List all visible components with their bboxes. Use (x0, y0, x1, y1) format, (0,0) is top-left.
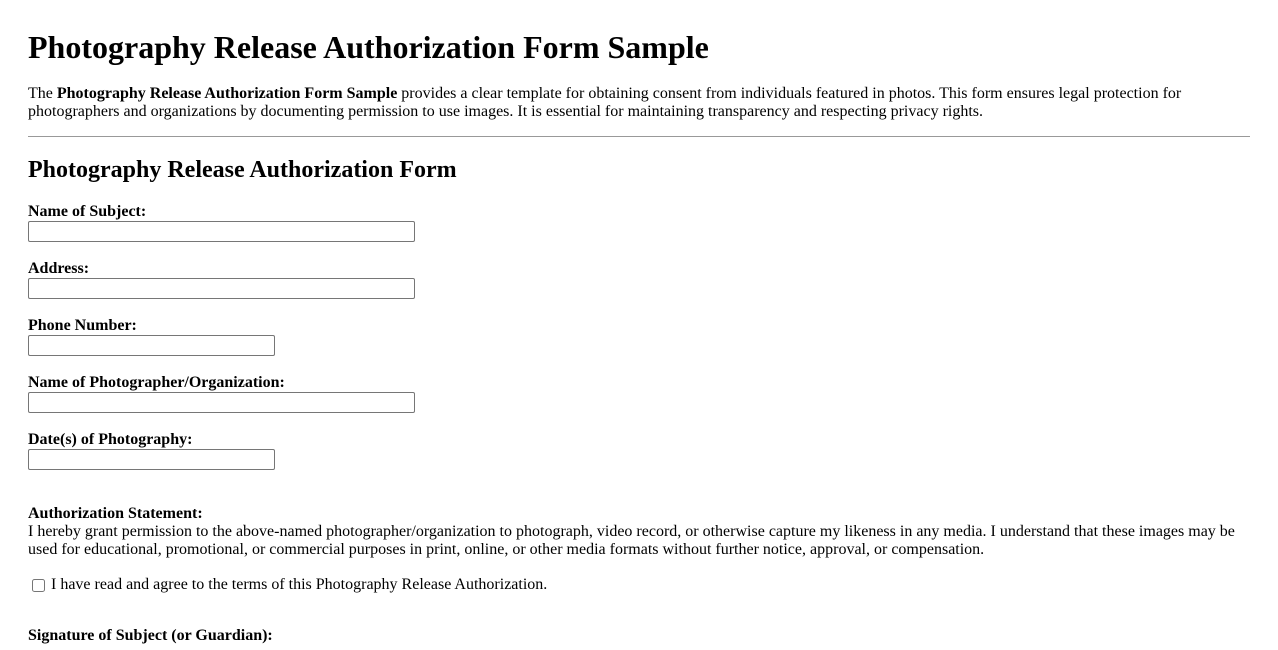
statement-label: Authorization Statement: (28, 505, 203, 522)
photo-dates-label: Date(s) of Photography: (28, 431, 193, 448)
statement-text: I hereby grant permission to the above-named photographer/organization to photograph, video record, or otherwise capture my likeness in any media. I understand that these images may be used for educational, promotional, or commercial purposes in print, online, or other media formats without further notice, approval, or compensation. (28, 523, 1235, 558)
field-address (28, 260, 1250, 299)
release-form (28, 203, 1250, 645)
page-title: Photography Release Authorization Form Sample (28, 29, 709, 65)
address-input[interactable] (28, 278, 415, 299)
field-subject-name (28, 203, 1250, 242)
signature-label: Signature of Subject (or Guardian): (28, 627, 273, 644)
intro-prefix: The (28, 85, 57, 102)
intro-paragraph (28, 85, 1250, 121)
intro-bold-title: Photography Release Authorization Form Sample (56, 85, 398, 102)
agreement-label[interactable]: I have read and agree to the terms of this Photography Release Authorization. (51, 576, 548, 593)
subject-name-input[interactable] (28, 221, 415, 242)
subject-name-label: Name of Subject: (28, 203, 147, 220)
agreement-row (28, 576, 1250, 594)
photographer-label: Name of Photographer/Organization: (28, 374, 285, 391)
agreement-checkbox[interactable] (32, 579, 45, 592)
phone-label: Phone Number: (28, 317, 137, 334)
field-photo-dates (28, 431, 1250, 470)
field-photographer (28, 374, 1250, 413)
phone-input[interactable] (28, 335, 275, 356)
form-heading: Photography Release Authorization Form (28, 157, 457, 183)
photographer-input[interactable] (28, 392, 415, 413)
divider (28, 136, 1250, 137)
photo-dates-input[interactable] (28, 449, 275, 470)
address-label: Address: (28, 260, 90, 277)
field-phone (28, 317, 1250, 356)
authorization-statement (28, 505, 1250, 559)
intro-suffix: provides a clear template for obtaining consent from individuals featured in photos. This form ensures legal protection for photographers and organizations by documenting permission to use images. It is essential for maintaining transparency and respecting privacy rights. (28, 85, 1182, 120)
